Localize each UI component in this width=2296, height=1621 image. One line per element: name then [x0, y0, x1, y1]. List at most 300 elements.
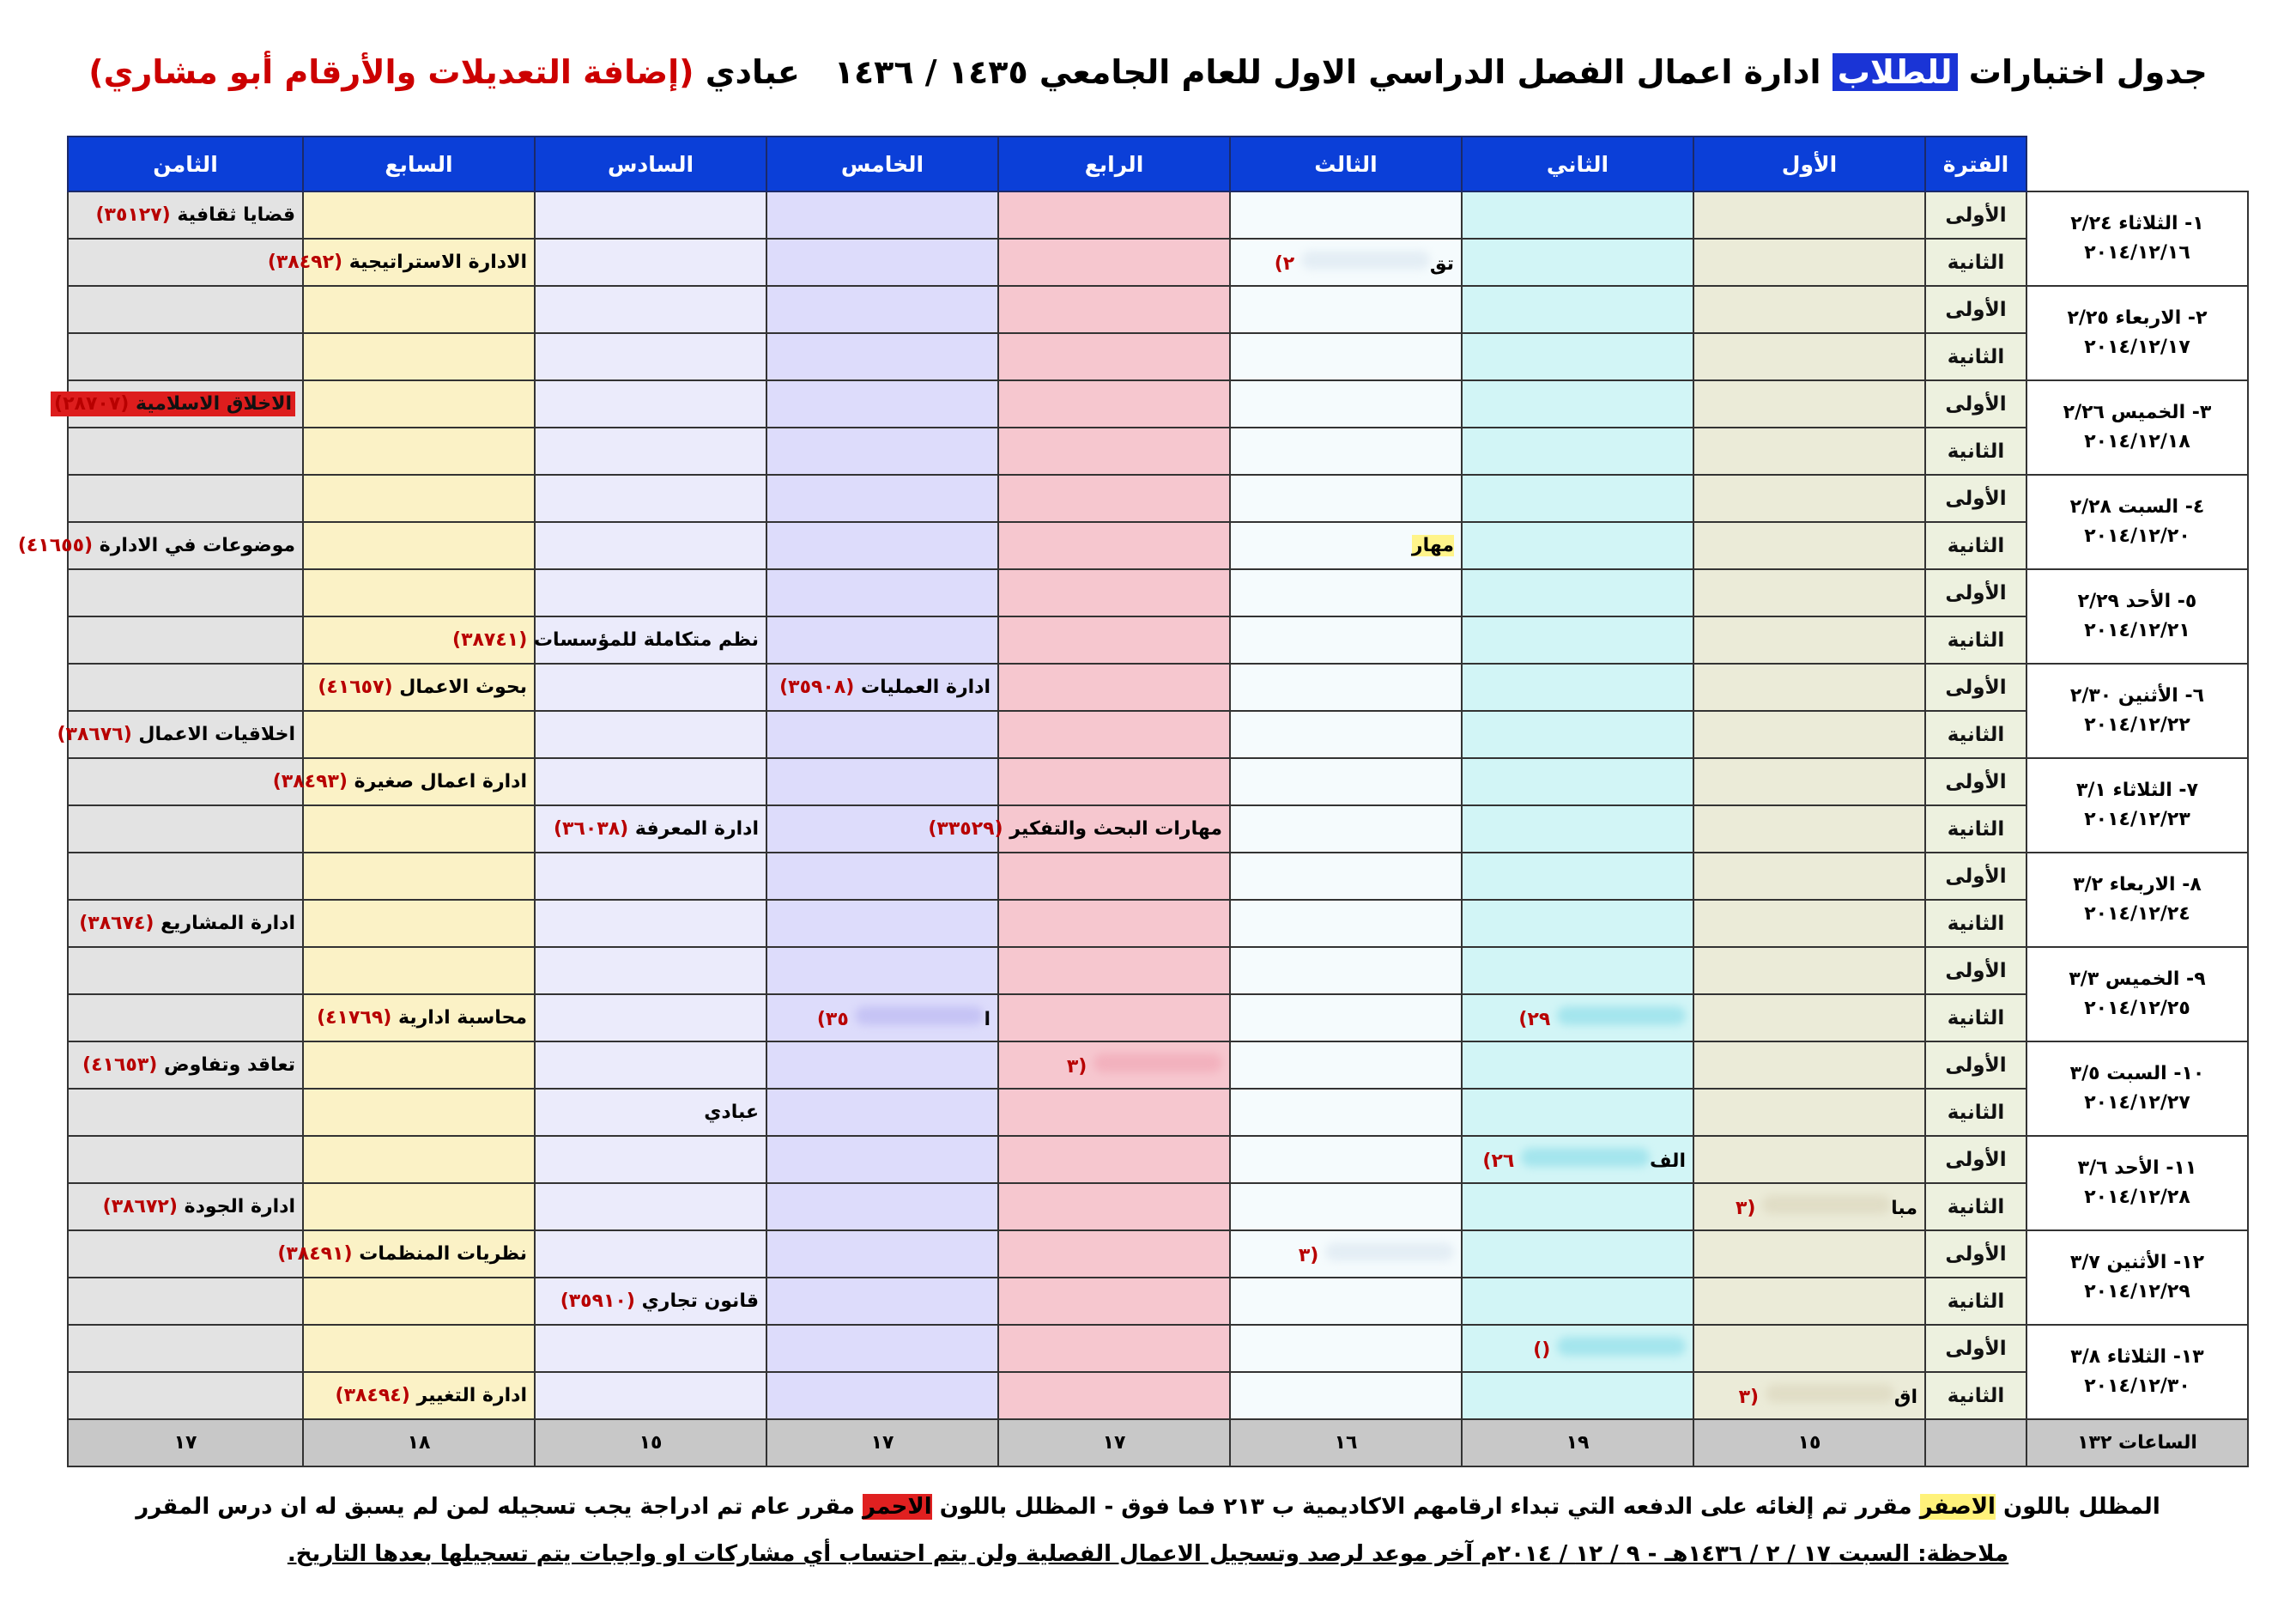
period-label: الأولى [1925, 1041, 2026, 1089]
course-number: () [1533, 1339, 1551, 1361]
exam-cell [998, 994, 1230, 1041]
exam-cell [303, 333, 535, 380]
period-label: الثانية [1925, 428, 2026, 475]
exam-cell [1462, 239, 1693, 286]
exam-cell [1462, 380, 1693, 428]
exam-cell [766, 664, 998, 711]
exam-cell [998, 428, 1230, 475]
exam-cell [535, 191, 766, 239]
day-label: ٣- الخميس ٢/٢٦ [2063, 402, 2212, 423]
period-label: الأولى [1925, 1325, 2026, 1372]
course-number: (٣ [1066, 1055, 1087, 1078]
day-date-cell [2026, 664, 2248, 758]
day-label: ١١- الأحد ٣/٦ [2077, 1157, 2197, 1179]
header-col-7: السابع [303, 137, 535, 191]
day-date-cell [2026, 1136, 2248, 1230]
color-legend [0, 1494, 2296, 1520]
exam-cell [998, 239, 1230, 286]
day-label: ٧- الثلاثاء ٣/١ [2075, 780, 2199, 801]
hours-col-4: ١٧ [998, 1419, 1230, 1466]
schedule-row [68, 522, 2248, 569]
exam-cell [535, 428, 766, 475]
exam-cell [1230, 805, 1462, 853]
exam-cell [1230, 191, 1462, 239]
exam-cell [766, 191, 998, 239]
exam-cell [1462, 805, 1693, 853]
exam-cell [1693, 239, 1925, 286]
exam-cell [998, 616, 1230, 664]
exam-cell [766, 1325, 998, 1372]
exam-cell [1230, 758, 1462, 805]
day-label: ٨- الاربعاء ٣/٢ [2073, 874, 2202, 895]
redacted-text [1093, 1053, 1222, 1072]
exam-cell [57, 711, 303, 758]
gregorian-date: ٢٠١٤/١٢/٢٧ [2084, 1092, 2190, 1114]
exam-cell [303, 1278, 535, 1325]
course-name: تق [1429, 252, 1454, 275]
exam-cell [535, 1230, 766, 1278]
exam-cell [68, 616, 303, 664]
exam-cell [68, 333, 303, 380]
course-number: (٣ [1735, 1197, 1756, 1219]
exam-cell [1693, 664, 1925, 711]
redacted-text [1325, 1242, 1454, 1261]
course-name: الف [1649, 1150, 1686, 1172]
redacted-text [1762, 1195, 1891, 1214]
gregorian-date: ٢٠١٤/١٢/٢٤ [2084, 903, 2190, 925]
exam-cell [535, 333, 766, 380]
period-label: الثانية [1925, 333, 2026, 380]
course-number: (٣٨٦٧٦) [57, 724, 132, 745]
exam-entry [554, 818, 759, 840]
exam-cell [303, 664, 535, 711]
title-highlight: للطلاب [1833, 53, 1958, 91]
exam-cell [766, 1136, 998, 1183]
exam-cell [1693, 1041, 1925, 1089]
redacted-text [1557, 1337, 1686, 1356]
exam-cell [1462, 475, 1693, 522]
period-label: الأولى [1925, 1136, 2026, 1183]
exam-entry [273, 771, 527, 792]
exam-cell [1462, 522, 1693, 569]
exam-cell [1230, 711, 1462, 758]
exam-cell [998, 853, 1230, 900]
exam-cell [303, 522, 535, 569]
day-date-cell [2026, 853, 2248, 947]
exam-cell [535, 900, 766, 947]
exam-cell [766, 1183, 998, 1230]
schedule-row [68, 380, 2248, 428]
exam-cell [766, 758, 998, 805]
exam-cell [535, 947, 766, 994]
exam-cell [1462, 569, 1693, 616]
exam-cell [1462, 1372, 1693, 1419]
course-number: (٤١٦٥٥) [17, 535, 94, 556]
course-number: (٣٨٤٩١) [277, 1243, 353, 1265]
day-label: ١٣- الثلاثاء ٣/٨ [2070, 1346, 2204, 1368]
day-date-cell [2026, 1230, 2248, 1325]
exam-cell [998, 1372, 1230, 1419]
exam-cell [766, 1278, 998, 1325]
course-number: (٣ [1738, 1386, 1760, 1408]
period-label: الثانية [1925, 239, 2026, 286]
redacted-text [1766, 1384, 1894, 1403]
exam-cell [68, 475, 303, 522]
exam-cell [68, 805, 303, 853]
exam-entry [1275, 253, 1454, 275]
exam-cell [1230, 239, 1462, 286]
exam-cell [1462, 758, 1693, 805]
exam-cell [535, 1278, 766, 1325]
exam-cell [1462, 1325, 1693, 1372]
course-name: ادارة المشاريع [161, 913, 295, 934]
course-name: تعاقد وتفاوض [163, 1054, 295, 1076]
exam-cell [766, 239, 998, 286]
period-label: الأولى [1925, 475, 2026, 522]
course-name: الادارة الاستراتيجية [348, 252, 527, 273]
exam-cell [535, 286, 766, 333]
exam-cell [1462, 1183, 1693, 1230]
day-date-cell [2026, 380, 2248, 475]
exam-cell [1230, 428, 1462, 475]
page-title [0, 53, 2296, 91]
course-name: اق [1893, 1386, 1917, 1408]
exam-cell [277, 1230, 535, 1278]
period-label: الثانية [1925, 711, 2026, 758]
exam-cell [766, 428, 998, 475]
exam-entry [452, 629, 759, 651]
period-label: الثانية [1925, 900, 2026, 947]
course-number: (٣٨٧٤١) [452, 629, 528, 651]
legend-yellow: الاصفر [1919, 1494, 1996, 1520]
exam-cell [766, 1041, 998, 1089]
exam-cell [998, 380, 1230, 428]
exam-cell [1693, 758, 1925, 805]
course-name: مبا [1891, 1197, 1917, 1219]
course-number: (٢٨٧٠٧) [54, 393, 130, 415]
exam-cell [535, 1183, 766, 1230]
exam-cell [68, 1183, 303, 1230]
exam-entry [95, 204, 295, 226]
schedule-row [68, 994, 2248, 1041]
exam-cell [303, 191, 535, 239]
exam-cell [998, 758, 1230, 805]
redacted-text [855, 1006, 984, 1025]
exam-cell [998, 1089, 1230, 1136]
hours-col-2: ١٩ [1462, 1419, 1693, 1466]
course-number: (٤١٦٥٣) [82, 1054, 158, 1076]
exam-cell [1230, 664, 1462, 711]
exam-cell [303, 900, 535, 947]
day-label: ١٢- الأثنين ٣/٧ [2069, 1252, 2205, 1273]
hours-col-1: ١٥ [1693, 1419, 1925, 1466]
exam-cell [998, 286, 1230, 333]
exam-cell [303, 286, 535, 333]
exam-cell [68, 1089, 303, 1136]
schedule-row [68, 758, 2248, 805]
course-name: موضوعات في الادارة [99, 535, 295, 556]
note-text: ملاحظة: السبت ١٧ / ٢ / ١٤٣٦هـ - ٩ / ١٢ / ٢٠١٤م آخر موعد لرصد وتسجيل الاعمال الفصلية ولن يتم احتساب أي مشاركات او واجبات يتم تسجيلها بعدها التاريخ. [287, 1541, 2009, 1567]
exam-cell [535, 569, 766, 616]
course-name: نظريات المنظمات [359, 1243, 527, 1265]
day-date-cell [2026, 191, 2248, 286]
exam-cell [998, 1278, 1230, 1325]
exam-cell [267, 239, 535, 286]
exam-cell [1693, 333, 1925, 380]
exam-cell [452, 616, 766, 664]
exam-cell [1462, 853, 1693, 900]
exam-cell [535, 1136, 766, 1183]
exam-cell [68, 664, 303, 711]
exam-entry [817, 1009, 990, 1030]
exam-cell [535, 758, 766, 805]
period-label: الأولى [1925, 1230, 2026, 1278]
exam-cell [998, 900, 1230, 947]
schedule-row [68, 616, 2248, 664]
exam-cell [68, 994, 303, 1041]
exam-entry [317, 1007, 527, 1029]
gregorian-date: ٢٠١٤/١٢/٢٨ [2084, 1187, 2190, 1208]
schedule-row [68, 1278, 2248, 1325]
legend-text-1: المظلل باللون [1995, 1494, 2160, 1520]
course-name: الاخلاق الاسلامية [135, 393, 292, 415]
schedule-row [68, 947, 2248, 994]
period-label: الثانية [1925, 616, 2026, 664]
period-label: الأولى [1925, 853, 2026, 900]
exam-cell [1693, 947, 1925, 994]
exam-entry [103, 1196, 295, 1217]
exam-cell [998, 569, 1230, 616]
schedule-row [68, 900, 2248, 947]
exam-cell [1230, 522, 1462, 569]
course-number: (٣٦٠٣٨) [553, 818, 629, 840]
course-name: اخلاقيات الاعمال [138, 724, 295, 745]
exam-entry [1299, 1245, 1454, 1266]
exam-cell [68, 1278, 303, 1325]
exam-entry [1736, 1198, 1917, 1219]
exam-cell [535, 239, 766, 286]
exam-cell [303, 475, 535, 522]
period-label: الأولى [1925, 947, 2026, 994]
exam-cell [303, 1372, 535, 1419]
exam-cell [17, 522, 303, 569]
period-label: الأولى [1925, 758, 2026, 805]
exam-cell [68, 1325, 303, 1372]
exam-cell [766, 1089, 998, 1136]
schedule-row [68, 1089, 2248, 1136]
exam-entry [1533, 1339, 1686, 1361]
exam-cell [535, 1089, 766, 1136]
exam-cell [68, 947, 303, 994]
exam-cell [1693, 711, 1925, 758]
hours-row [68, 1419, 2248, 1466]
schedule-row [68, 428, 2248, 475]
course-name: ادارة المعرفة [634, 818, 759, 840]
period-label: الثانية [1925, 1278, 2026, 1325]
exam-cell [928, 805, 1230, 853]
course-number: ٢) [1274, 252, 1295, 275]
course-name: قضايا ثقافية [177, 204, 295, 226]
schedule-row [68, 239, 2248, 286]
exam-cell [272, 758, 535, 805]
course-name: مهارات البحث والتفكير [1009, 818, 1222, 840]
exam-cell [1462, 428, 1693, 475]
redacted-text [1301, 251, 1430, 270]
exam-cell [68, 900, 303, 947]
exam-cell [1230, 1230, 1462, 1278]
exam-cell [766, 711, 998, 758]
exam-cell [1693, 853, 1925, 900]
exam-entry [1518, 1009, 1686, 1030]
schedule-row [68, 286, 2248, 333]
exam-cell [1230, 286, 1462, 333]
exam-cell [1693, 380, 1925, 428]
exam-cell [1462, 1041, 1693, 1089]
header-col-3: الثالث [1230, 137, 1462, 191]
exam-cell [1693, 1089, 1925, 1136]
schedule-row [68, 711, 2248, 758]
exam-cell [766, 333, 998, 380]
legend-text-2: مقرر تم إلغائه على الدفعه التي تبداء ارقامهم الاكاديمية ب ٢١٣ فما فوق - المظلل باللون [931, 1494, 1920, 1520]
exam-cell [303, 1136, 535, 1183]
exam-cell [1230, 1372, 1462, 1419]
exam-cell [1462, 1136, 1693, 1183]
header-row [68, 137, 2248, 191]
exam-cell [1230, 1183, 1462, 1230]
period-label: الأولى [1925, 380, 2026, 428]
period-label: الثانية [1925, 1372, 2026, 1419]
gregorian-date: ٢٠١٤/١٢/٣٠ [2084, 1375, 2190, 1397]
hours-label: الساعات ١٣٢ [2026, 1419, 2248, 1466]
course-number: (٣٣٥٢٩) [928, 818, 1003, 840]
title-part3: عبادي [705, 53, 800, 91]
legend-red: الاحمر [863, 1494, 932, 1520]
course-number: (٤١٧٦٩) [317, 1007, 392, 1029]
course-number: ٢٩) [1518, 1008, 1551, 1030]
exam-entry [928, 818, 1222, 840]
exam-cell [998, 1325, 1230, 1372]
exam-cell [303, 805, 535, 853]
title-part2: ادارة اعمال الفصل الدراسي الاول للعام الجامعي ١٤٣٥ / ١٤٣٦ [833, 53, 1833, 91]
schedule-row [68, 664, 2248, 711]
exam-cell [1230, 900, 1462, 947]
course-number: (٣٥٩٠٨) [779, 677, 855, 698]
exam-cell [303, 569, 535, 616]
exam-cell [766, 569, 998, 616]
redacted-text [1557, 1006, 1686, 1025]
exam-cell [998, 333, 1230, 380]
exam-cell [766, 947, 998, 994]
exam-cell [1462, 616, 1693, 664]
course-name: قانون تجاري [641, 1290, 759, 1312]
schedule-row [68, 475, 2248, 522]
course-number: (٣ [1298, 1244, 1319, 1266]
exam-entry [1067, 1056, 1222, 1078]
course-name: ادارة التغيير [416, 1385, 527, 1406]
schedule-row [68, 1183, 2248, 1230]
course-number: (٤١٦٥٧) [318, 677, 393, 698]
course-number: ٣٥) [816, 1008, 849, 1030]
exam-cell [303, 1089, 535, 1136]
exam-cell [766, 1230, 998, 1278]
exam-cell [1462, 191, 1693, 239]
exam-cell [535, 522, 766, 569]
redacted-text [1521, 1148, 1650, 1167]
exam-cell [1230, 616, 1462, 664]
exam-cell [1693, 1278, 1925, 1325]
schedule-row [68, 333, 2248, 380]
exam-cell [1230, 475, 1462, 522]
exam-cell [1693, 475, 1925, 522]
exam-cell [1693, 286, 1925, 333]
day-label: ٢- الاربعاء ٢/٢٥ [2067, 307, 2208, 329]
exam-cell [303, 1041, 535, 1089]
header-col-1: الأول [1693, 137, 1925, 191]
exam-cell [766, 286, 998, 333]
header-col-5: الخامس [766, 137, 998, 191]
exam-cell [1230, 994, 1462, 1041]
exam-cell [1230, 1325, 1462, 1372]
exam-entry [1739, 1387, 1917, 1408]
exam-cell [998, 711, 1230, 758]
exam-cell [1230, 1041, 1462, 1089]
exam-cell [766, 380, 998, 428]
day-label: ٦- الأثنين ٢/٣٠ [2069, 685, 2205, 707]
exam-cell [1230, 333, 1462, 380]
exam-cell [68, 1230, 303, 1278]
exam-cell [535, 853, 766, 900]
exam-cell [1462, 1089, 1693, 1136]
exam-schedule-table [17, 136, 2249, 1467]
exam-cell [1462, 994, 1693, 1041]
course-name: نظم متكاملة للمؤسسات [533, 629, 759, 651]
exam-cell [68, 569, 303, 616]
course-name: عبادي [704, 1102, 759, 1123]
day-date-cell [2026, 569, 2248, 664]
exam-cell [535, 1372, 766, 1419]
exam-cell [998, 1183, 1230, 1230]
exam-cell [1462, 333, 1693, 380]
course-number: (٣٨٦٧٢) [102, 1196, 178, 1217]
exam-entry [18, 535, 295, 556]
exam-cell [303, 711, 535, 758]
day-label: ١٠- السبت ٣/٥ [2069, 1063, 2205, 1084]
exam-cell [68, 853, 303, 900]
exam-entry [82, 1054, 295, 1076]
exam-cell [998, 1230, 1230, 1278]
course-name: بحوث الاعمال [399, 677, 527, 698]
course-name: مهار [1411, 535, 1454, 556]
gregorian-date: ٢٠١٤/١٢/١٧ [2084, 337, 2190, 358]
exam-cell [1462, 286, 1693, 333]
exam-cell [766, 994, 998, 1041]
schedule-row [68, 1041, 2248, 1089]
hours-blank [1925, 1419, 2026, 1466]
period-label: الأولى [1925, 286, 2026, 333]
exam-entry [318, 677, 527, 698]
exam-entry [336, 1385, 527, 1406]
exam-cell [68, 1136, 303, 1183]
exam-entry [268, 252, 527, 273]
exam-cell [535, 805, 766, 853]
exam-cell [303, 428, 535, 475]
schedule-row [68, 1230, 2248, 1278]
exam-cell [998, 947, 1230, 994]
schedule-row [68, 191, 2248, 239]
exam-cell [303, 380, 535, 428]
exam-cell [535, 994, 766, 1041]
exam-cell [766, 475, 998, 522]
